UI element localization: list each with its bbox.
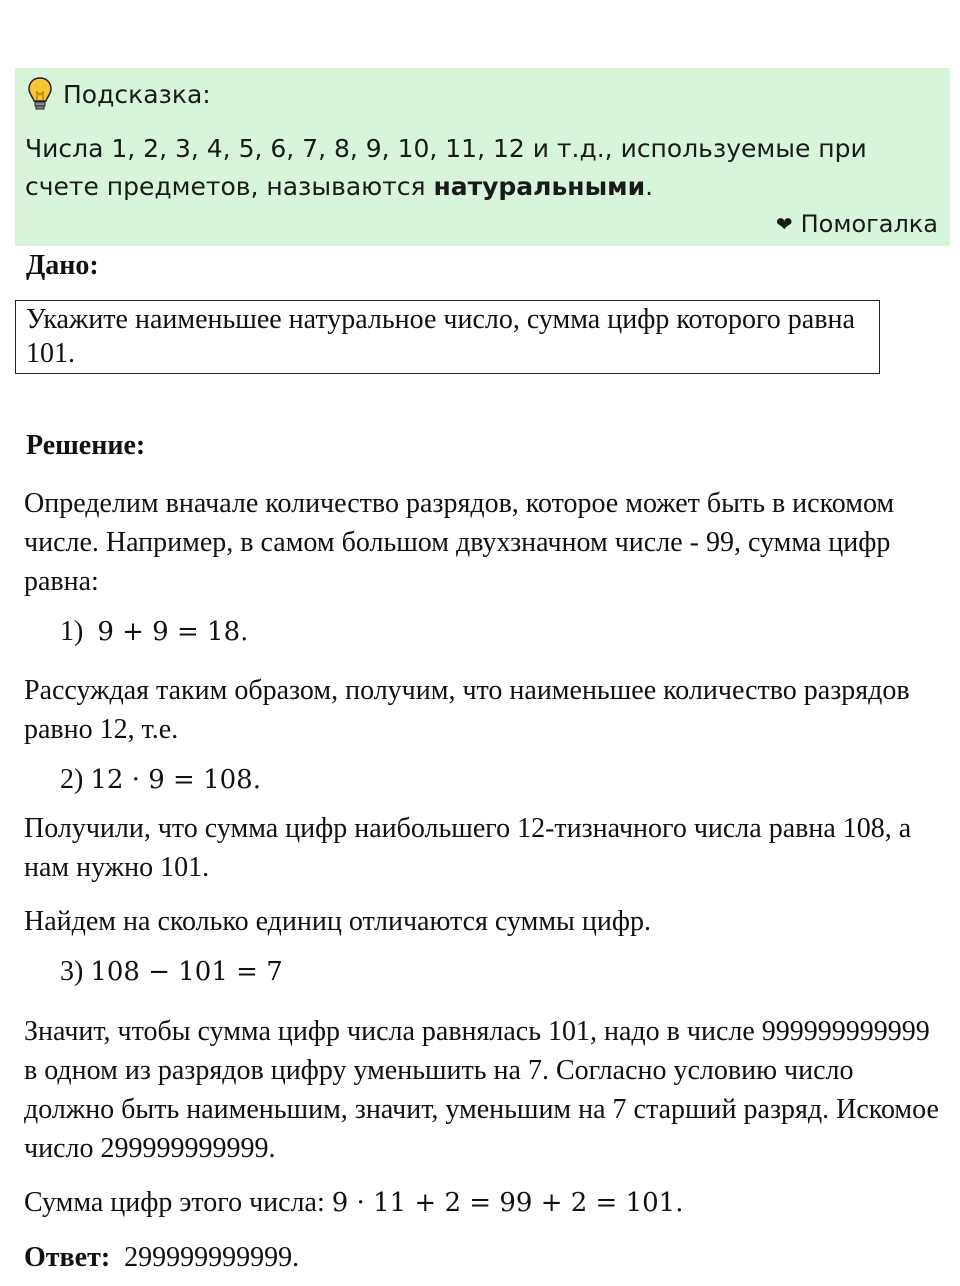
formula-3 [60,956,283,988]
formula-2-expression: 12 · 9 = 108. [90,765,261,795]
lightbulb-icon [27,76,53,112]
given-heading: Дано: [26,250,99,281]
hint-box [15,68,950,246]
formula-2-number: 2) [60,764,84,795]
formula-3-expression: 108 − 101 = 7 [90,957,283,987]
solution-paragraph-2: Рассуждая таким образом, получим, что наименьшее количество разрядов равно 12, т.е. [24,675,910,745]
hint-title: Подсказка: [63,79,211,109]
answer-line [24,1238,944,1277]
problem-box [15,300,880,374]
solution-paragraph-6 [24,1183,944,1223]
hint-text-bold: натуральными [433,172,646,201]
answer-value: 299999999999. [124,1242,300,1273]
heart-icon: ❤ [775,212,793,236]
formula-2 [60,764,261,796]
hint-text-start: Числа 1, 2, 3, 4, 5, 6, 7, 8, 9, 10, 11, 12 и т.д., используемые при счете предметов, называются [25,134,867,201]
hint-footer [776,210,938,238]
solution-paragraph-1: Определим вначале количество разрядов, которое может быть в искомом числе. Например, в самом большом двухзначном числе - 99, сумма цифр равна: [24,488,895,597]
problem-text: Укажите наименьшее натуральное число, сумма цифр которого равна 101. [26,304,855,369]
formula-1-expression: 9 + 9 = 18. [97,617,249,647]
sum-check-expression: 9 · 11 + 2 = 99 + 2 = 101. [331,1188,684,1218]
solution-paragraph-5: Значит, чтобы сумма цифр числа равнялась 101, надо в числе 999999999999 в одном из разрядов цифру уменьшить на 7. Согласно условию число должно быть наименьшим, значит, уменьшим на 7 старший разряд. Искомое число 299999999999. [24,1016,939,1164]
solution-paragraph-3: Получили, что сумма цифр наибольшего 12-тизначного числа равна 108, а нам нужно 101. [24,813,912,883]
formula-1 [60,616,248,648]
hint-text-end: . [645,172,654,201]
solution-heading: Решение: [26,430,146,461]
formula-1-number: 1) [60,616,84,647]
answer-label: Ответ: [24,1242,111,1273]
formula-3-number: 3) [60,956,84,987]
solution-paragraph-4: Найдем на сколько единиц отличаются суммы цифр. [24,906,651,937]
hint-text [25,130,940,206]
hint-header [27,74,211,114]
sum-check-text: Сумма цифр этого числа: [24,1187,332,1218]
hint-footer-label: Помогалка [800,210,938,238]
